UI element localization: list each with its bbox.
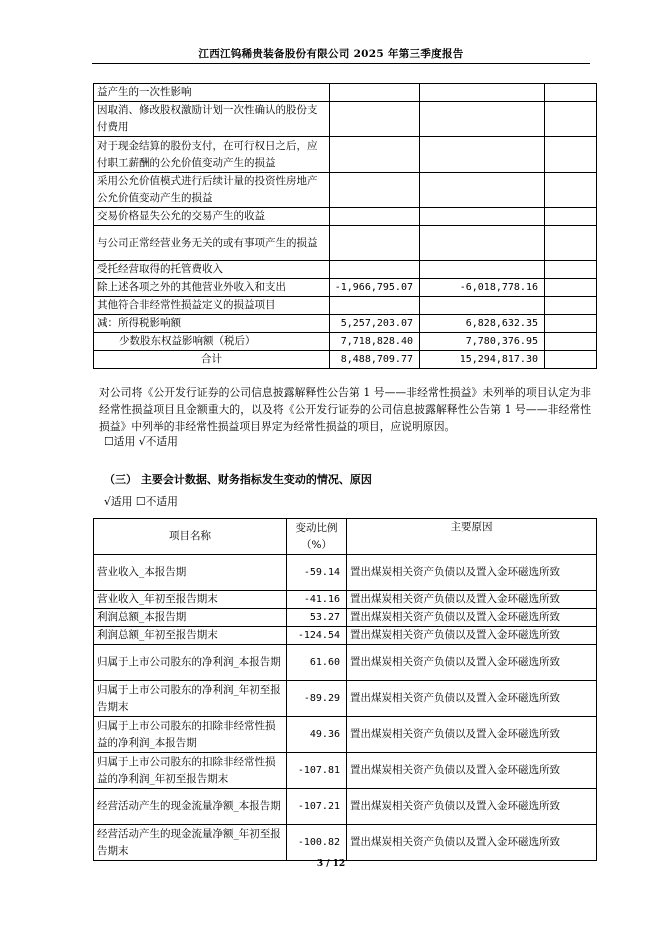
- note-cell: [545, 297, 597, 315]
- applicability-checkbox-2: √适用 ☐不适用: [104, 495, 178, 508]
- note-cell: [545, 208, 597, 226]
- change-ratio: -107.81: [287, 753, 347, 789]
- table-row: [94, 315, 597, 333]
- change-ratio: 53.27: [287, 609, 347, 627]
- value-current: [330, 297, 420, 315]
- change-ratio: -89.29: [287, 681, 347, 717]
- row-label: 合计: [94, 351, 330, 369]
- note-cell: [545, 351, 597, 369]
- change-reason: 置出煤炭相关资产负债以及置入金环磁选所致: [347, 789, 597, 825]
- note-cell: [545, 333, 597, 351]
- change-ratio: 49.36: [287, 717, 347, 753]
- note-paragraph: 对公司将《公开发行证券的公司信息披露解释性公告第 1 号——非经常性损益》未列举的项目认定为非经常性损益项目且金额重大的，以及将《公开发行证券的公司信息披露解释性公告第 1 号——非经常性损益》中列举的非经常性损益项目界定为经常性损益的项目，应说明原因。: [99, 386, 591, 433]
- value-current: 7,718,828.40: [330, 333, 420, 351]
- value-current: [330, 208, 420, 226]
- value-ytd: [420, 297, 545, 315]
- table-row: [94, 681, 597, 717]
- row-label: 受托经营取得的托管费收入: [94, 261, 330, 279]
- change-reason: 置出煤炭相关资产负债以及置入金环磁选所致: [347, 645, 597, 681]
- change-reason: 置出煤炭相关资产负债以及置入金环磁选所致: [347, 717, 597, 753]
- note-cell: [545, 84, 597, 102]
- change-ratio: -107.21: [287, 789, 347, 825]
- value-current: [330, 173, 420, 208]
- item-name: 归属于上市公司股东的净利润_年初至报告期末: [94, 681, 287, 717]
- change-reason: 置出煤炭相关资产负债以及置入金环磁选所致: [347, 753, 597, 789]
- note-cell: [545, 261, 597, 279]
- row-label: 益产生的一次性影响: [94, 84, 330, 102]
- table-row: [94, 555, 597, 591]
- table-row: [94, 825, 597, 861]
- change-reason: 置出煤炭相关资产负债以及置入金环磁选所致: [347, 555, 597, 591]
- value-ytd: [420, 102, 545, 137]
- applicability-checkbox-1: ☐适用 √不适用: [104, 435, 178, 448]
- note-cell: [545, 102, 597, 137]
- item-name: 归属于上市公司股东的净利润_本报告期: [94, 645, 287, 681]
- non-recurring-items-table: [93, 83, 597, 369]
- value-ytd: 15,294,817.30: [420, 351, 545, 369]
- value-current: [330, 84, 420, 102]
- page-number: 3 / 12: [316, 859, 346, 869]
- header-item: 项目名称: [94, 519, 287, 555]
- change-ratio: 61.60: [287, 645, 347, 681]
- item-name: 利润总额_年初至报告期末: [94, 627, 287, 645]
- note-cell: [545, 137, 597, 173]
- change-reason: 置出煤炭相关资产负债以及置入金环磁选所致: [347, 591, 597, 609]
- change-ratio: -124.54: [287, 627, 347, 645]
- value-current: -1,966,795.07: [330, 279, 420, 297]
- change-reason: 置出煤炭相关资产负债以及置入金环磁选所致: [347, 681, 597, 717]
- change-reason: 置出煤炭相关资产负债以及置入金环磁选所致: [347, 627, 597, 645]
- table-row: [94, 717, 597, 753]
- value-ytd: [420, 137, 545, 173]
- value-ytd: -6,018,778.16: [420, 279, 545, 297]
- value-current: [330, 102, 420, 137]
- row-label: 交易价格显失公允的交易产生的收益: [94, 208, 330, 226]
- table-row: [94, 226, 597, 261]
- table-row: [94, 591, 597, 609]
- item-name: 归属于上市公司股东的扣除非经常性损益的净利润_本报告期: [94, 717, 287, 753]
- table-header-row: [94, 519, 597, 555]
- change-ratio: -59.14: [287, 555, 347, 591]
- table-row: [94, 279, 597, 297]
- change-reason: 置出煤炭相关资产负债以及置入金环磁选所致: [347, 609, 597, 627]
- item-name: 利润总额_本报告期: [94, 609, 287, 627]
- change-ratio: -41.16: [287, 591, 347, 609]
- value-current: [330, 226, 420, 261]
- table-row: [94, 137, 597, 173]
- row-label: 减：所得税影响额: [94, 315, 330, 333]
- value-current: [330, 261, 420, 279]
- report-header: 江西江钨稀贵装备股份有限公司 2025 年第三季度报告: [198, 48, 464, 60]
- table-row: [94, 753, 597, 789]
- row-label: 因取消、修改股权激励计划一次性确认的股份支付费用: [94, 102, 330, 137]
- item-name: 经营活动产生的现金流量净额_本报告期: [94, 789, 287, 825]
- note-cell: [545, 173, 597, 208]
- item-name: 经营活动产生的现金流量净额_年初至报告期末: [94, 825, 287, 861]
- table-row: [94, 208, 597, 226]
- row-label: 与公司正常经营业务无关的或有事项产生的损益: [94, 226, 330, 261]
- item-name: 营业收入_本报告期: [94, 555, 287, 591]
- row-label: 除上述各项之外的其他营业外收入和支出: [94, 279, 330, 297]
- table-row: [94, 84, 597, 102]
- table-row: [94, 261, 597, 279]
- section-title: （三） 主要会计数据、财务指标发生变动的情况、原因: [104, 473, 372, 486]
- note-cell: [545, 279, 597, 297]
- note-cell: [545, 315, 597, 333]
- item-name: 营业收入_年初至报告期末: [94, 591, 287, 609]
- note-cell: [545, 226, 597, 261]
- header-divider: [92, 63, 590, 64]
- value-ytd: 6,828,632.35: [420, 315, 545, 333]
- table-row: [94, 609, 597, 627]
- change-ratio: -100.82: [287, 825, 347, 861]
- table-row: [94, 297, 597, 315]
- value-current: 5,257,203.07: [330, 315, 420, 333]
- header-ratio: 变动比例（%）: [287, 519, 347, 555]
- header-reason: 主要原因: [347, 519, 597, 555]
- value-current: [330, 137, 420, 173]
- item-name: 归属于上市公司股东的扣除非经常性损益的净利润_年初至报告期末: [94, 753, 287, 789]
- table-row: [94, 789, 597, 825]
- row-label: 对于现金结算的股份支付，在可行权日之后，应付职工薪酬的公允价值变动产生的损益: [94, 137, 330, 173]
- row-label: 其他符合非经常性损益定义的损益项目: [94, 297, 330, 315]
- value-ytd: [420, 261, 545, 279]
- value-ytd: 7,780,376.95: [420, 333, 545, 351]
- change-reason: 置出煤炭相关资产负债以及置入金环磁选所致: [347, 825, 597, 861]
- row-label: 少数股东权益影响额（税后）: [94, 333, 330, 351]
- table-row: [94, 102, 597, 137]
- value-ytd: [420, 226, 545, 261]
- value-ytd: [420, 173, 545, 208]
- table-row: [94, 173, 597, 208]
- value-ytd: [420, 84, 545, 102]
- key-changes-table: [93, 518, 597, 861]
- table-row: [94, 645, 597, 681]
- table-row: [94, 351, 597, 369]
- row-label: 采用公允价值模式进行后续计量的投资性房地产公允价值变动产生的损益: [94, 173, 330, 208]
- table-row: [94, 333, 597, 351]
- value-ytd: [420, 208, 545, 226]
- table-row: [94, 627, 597, 645]
- value-current: 8,488,709.77: [330, 351, 420, 369]
